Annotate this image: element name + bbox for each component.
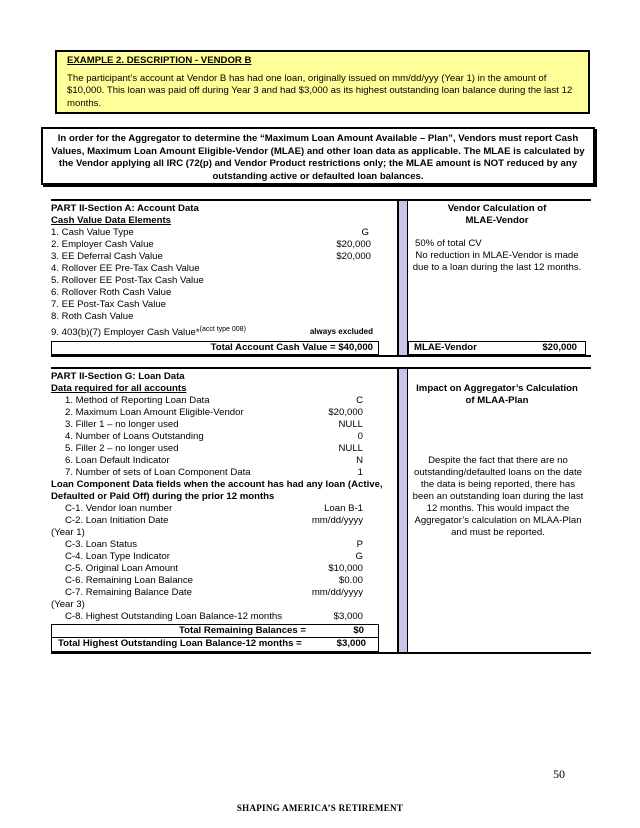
loan-item-label: 1. Method of Reporting Loan Data xyxy=(65,395,210,406)
cash-item-value: $20,000 xyxy=(336,239,371,250)
cash-item-footnote: (acct type 008) xyxy=(199,326,246,333)
component-value: Loan B-1 xyxy=(324,503,363,514)
vendor-calc-note: No reduction in MLAE-Vendor is made due to a loan during the last 12 months. xyxy=(412,250,582,273)
component-value: P xyxy=(356,539,363,550)
component-value: $3,000 xyxy=(333,611,363,622)
cash-item-label: 1. Cash Value Type xyxy=(51,227,134,238)
column-separator xyxy=(399,369,407,652)
section-g-title: PART II-Section G: Loan Data xyxy=(51,371,185,382)
component-value: G xyxy=(355,551,363,562)
component-value: mm/dd/yyyy xyxy=(311,515,363,526)
loan-item-label: 5. Filler 2 – no longer used xyxy=(65,443,179,454)
loan-item-label: 3. Filler 1 – no longer used xyxy=(65,419,179,430)
component-label: C-8. Highest Outstanding Loan Balance-12 months xyxy=(65,611,283,622)
vendor-calc-title: Vendor Calculation of xyxy=(447,203,547,214)
component-label: C-4. Loan Type Indicator xyxy=(65,551,170,562)
component-heading: Loan Component Data fields when the account has had any loan (Active, Defaulted or Paid Off) during the prior 12 months xyxy=(51,479,383,502)
total-account-cash-value xyxy=(51,341,379,355)
intro-text: In order for the Aggregator to determine the “Maximum Loan Amount Available – Plan”, Vendors must report Cash Values, Maximum Loan Amount Eligible-Vendor (MLAE) and other loan data as applicable. The MLAE is calculated by the Vendor applying all IRC (72(p) and Vendor Product restrictions only; the MLAE amount is NOT reduced by any outstanding active or defaulted loan balances. xyxy=(51,133,585,182)
component-value: $0.00 xyxy=(338,575,363,586)
loan-item-value: NULL xyxy=(338,419,363,430)
cash-item-value: $20,000 xyxy=(336,251,371,262)
loan-item-label: 6. Loan Default Indicator xyxy=(65,455,170,466)
example-heading: EXAMPLE 2. DESCRIPTION - VENDOR B xyxy=(67,55,252,66)
component-value: mm/dd/yyyy xyxy=(311,587,363,598)
section-a-subtitle: Cash Value Data Elements xyxy=(51,215,171,226)
intro-box xyxy=(41,127,595,185)
cash-item-label: 9. 403(b)(7) Employer Cash Value* xyxy=(51,327,200,339)
cash-item-value: G xyxy=(361,227,369,238)
component-label: C-7. Remaining Balance Date xyxy=(65,587,192,598)
component-label: C-3. Loan Status xyxy=(65,539,137,550)
loan-item-label: 4. Number of Loans Outstanding xyxy=(65,431,204,442)
total-highest-label: Total Highest Outstanding Loan Balance-12 months = xyxy=(58,638,302,649)
component-value: $10,000 xyxy=(328,563,363,574)
cash-item-9 xyxy=(51,324,246,339)
mlae-vendor-row xyxy=(408,341,586,355)
vendor-calc-column xyxy=(408,200,586,356)
loan-item-value: 0 xyxy=(357,431,363,442)
component-label: C-5. Original Loan Amount xyxy=(65,563,179,574)
component-label: (Year 3) xyxy=(51,599,85,610)
component-label: C-2. Loan Initiation Date xyxy=(65,515,169,526)
loan-item-label: 7. Number of sets of Loan Component Data xyxy=(65,467,251,478)
loan-item-value: $20,000 xyxy=(328,407,363,418)
cash-item-label: 6. Rollover Roth Cash Value xyxy=(51,287,172,298)
cash-item-label: 5. Rollover EE Post-Tax Cash Value xyxy=(51,275,204,286)
loan-item-value: C xyxy=(356,395,363,406)
column-separator xyxy=(399,201,407,355)
vendor-calc-title: MLAE-Vendor xyxy=(465,215,529,226)
divider xyxy=(407,367,408,654)
cash-item-value: always excluded xyxy=(309,327,373,336)
cash-item-label: 3. EE Deferral Cash Value xyxy=(51,251,163,262)
section-g-subtitle: Data required for all accounts xyxy=(51,383,187,394)
cash-item-label: 4. Rollover EE Pre-Tax Cash Value xyxy=(51,263,200,274)
example-box xyxy=(55,50,590,114)
total-remaining-label: Total Remaining Balances = xyxy=(179,625,306,636)
page-number: 50 xyxy=(553,767,565,781)
total-remaining-row xyxy=(51,624,379,638)
mlae-label: MLAE-Vendor xyxy=(414,342,477,353)
footer-text: SHAPING AMERICA’S RETIREMENT xyxy=(236,803,404,813)
cash-item-label: 8. Roth Cash Value xyxy=(51,311,134,322)
component-label: C-6. Remaining Loan Balance xyxy=(65,575,193,586)
total-highest-value: $3,000 xyxy=(336,638,366,649)
total-account-label: Total Account Cash Value = $40,000 xyxy=(210,342,373,353)
impact-title: of MLAA-Plan xyxy=(465,395,529,406)
mlae-value: $20,000 xyxy=(542,342,577,353)
total-remaining-value: $0 xyxy=(353,625,364,636)
impact-note: Despite the fact that there are no outstanding/defaulted loans on the date the data is being reported, there has been an outstanding loan during the last 12 months. This would impact the Aggregator’s calculation on MLAA-Plan and must be reported. xyxy=(412,455,584,538)
loan-item-value: 1 xyxy=(357,467,363,478)
cash-item-label: 7. EE Post-Tax Cash Value xyxy=(51,299,167,310)
loan-item-value: N xyxy=(356,455,363,466)
total-highest-row xyxy=(51,638,379,652)
loan-item-value: NULL xyxy=(338,443,363,454)
example-text: The participant’s account at Vendor B has had one loan, originally issued on mm/dd/yyy (Year 1) in the amount of $10,000. This loan was paid off during Year 3 and had $3,000 as its highest outstanding loan balance during the last 12 months. xyxy=(67,73,573,109)
component-label: (Year 1) xyxy=(51,527,85,538)
vendor-calc-rule: 50% of total CV xyxy=(415,238,482,249)
section-a-title: PART II-Section A: Account Data xyxy=(51,203,199,214)
impact-title: Impact on Aggregator’s Calculation xyxy=(416,383,578,394)
section-a-left xyxy=(51,200,379,356)
loan-item-label: 2. Maximum Loan Amount Eligible-Vendor xyxy=(65,407,244,418)
cash-item-label: 2. Employer Cash Value xyxy=(51,239,154,250)
component-label: C-1. Vendor loan number xyxy=(65,503,173,514)
